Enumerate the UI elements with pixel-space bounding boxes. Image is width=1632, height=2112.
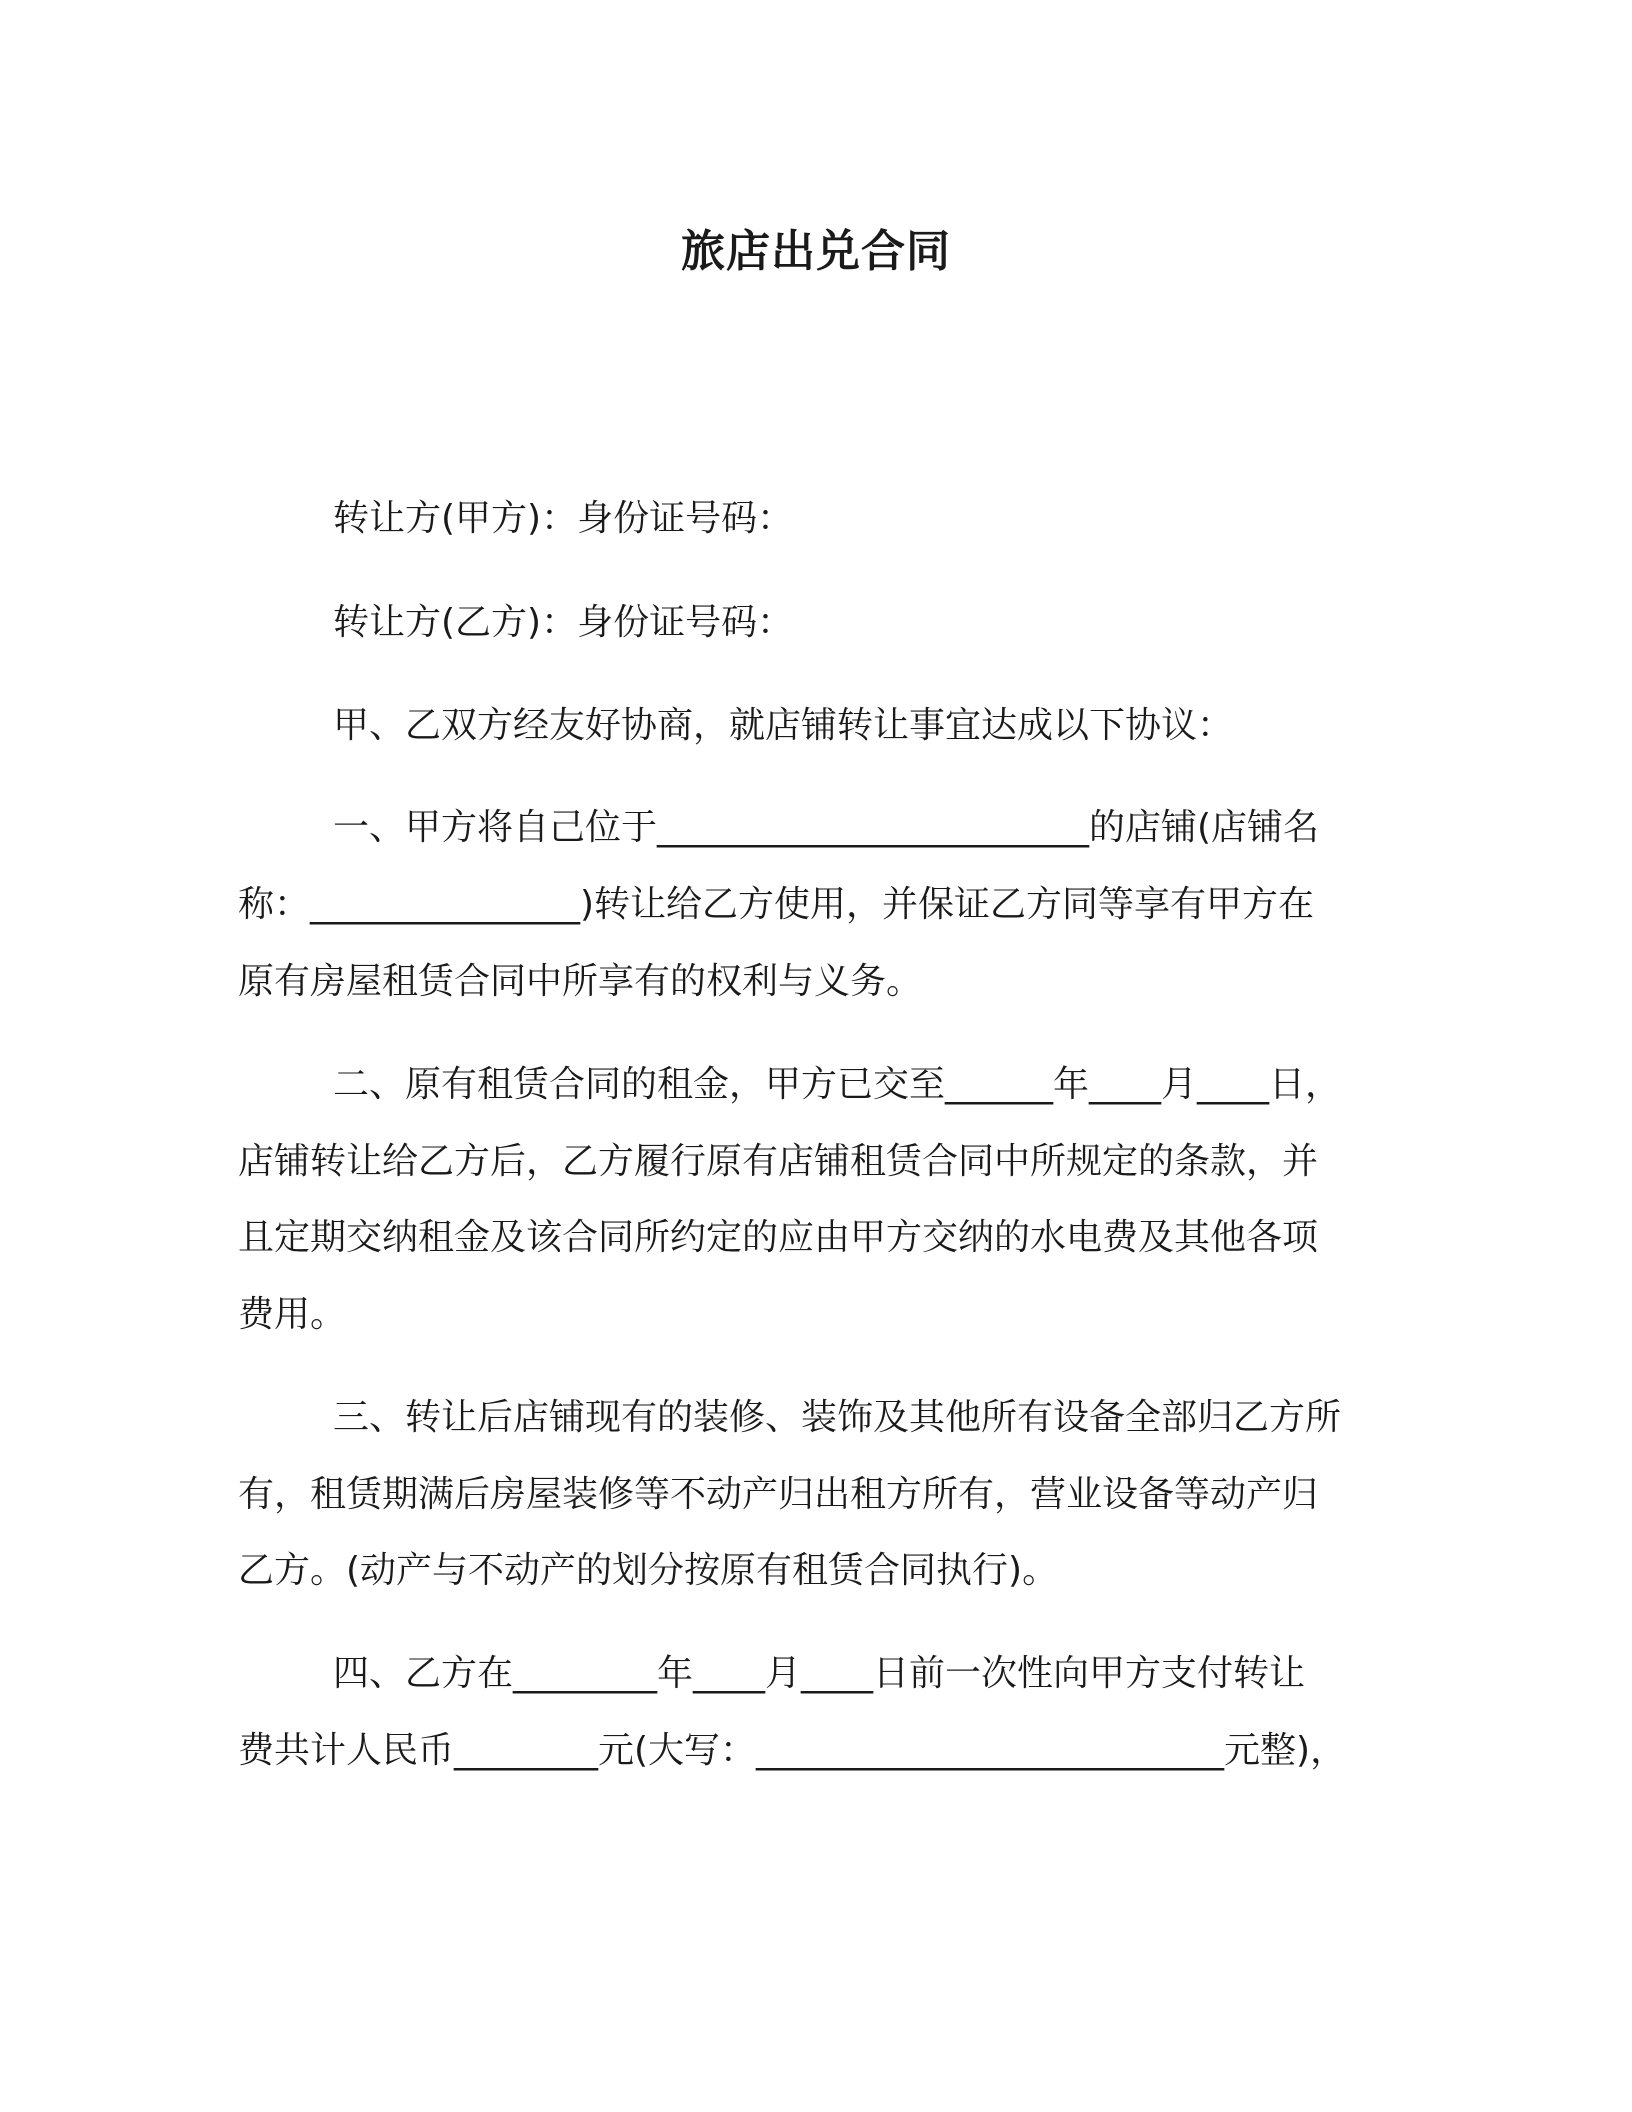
party-a-line: 转让方(甲方)：身份证号码： bbox=[333, 498, 794, 539]
document-title: 旅店出兑合同 bbox=[681, 226, 951, 277]
clause-4-line-2: 费共计人民币________元(大写：__________________________元整)， bbox=[238, 1730, 1347, 1771]
clause-1-line-1: 一、甲方将自己位于________________________的店铺(店铺名 bbox=[333, 807, 1320, 848]
clause-3-line-3: 乙方。(动产与不动产的划分按原有租赁合同执行)。 bbox=[238, 1550, 1059, 1591]
clause-3-line-2: 有，租赁期满后房屋装修等不动产归出租方所有，营业设备等动产归 bbox=[238, 1474, 1319, 1515]
party-b-line: 转让方(乙方)：身份证号码： bbox=[333, 602, 794, 643]
clause-4-line-1: 四、乙方在________年____月____日前一次性向甲方支付转让 bbox=[333, 1653, 1306, 1694]
clause-2-line-3: 且定期交纳租金及该合同所约定的应由甲方交纳的水电费及其他各项 bbox=[238, 1217, 1319, 1258]
clause-1-line-2: 称：_______________)转让给乙方使用，并保证乙方同等享有甲方在 bbox=[238, 884, 1315, 925]
clause-2-line-1: 二、原有租赁合同的租金，甲方已交至______年____月____日， bbox=[333, 1064, 1342, 1105]
clause-2-line-2: 店铺转让给乙方后，乙方履行原有店铺租赁合同中所规定的条款，并 bbox=[238, 1141, 1319, 1182]
intro-paragraph: 甲、乙双方经友好协商，就店铺转让事宜达成以下协议： bbox=[333, 705, 1234, 746]
clause-3-line-1: 三、转让后店铺现有的装修、装饰及其他所有设备全部归乙方所 bbox=[333, 1397, 1342, 1438]
clause-2-line-4: 费用。 bbox=[238, 1294, 347, 1335]
clause-1-line-3: 原有房屋租赁合同中所享有的权利与义务。 bbox=[238, 961, 923, 1002]
